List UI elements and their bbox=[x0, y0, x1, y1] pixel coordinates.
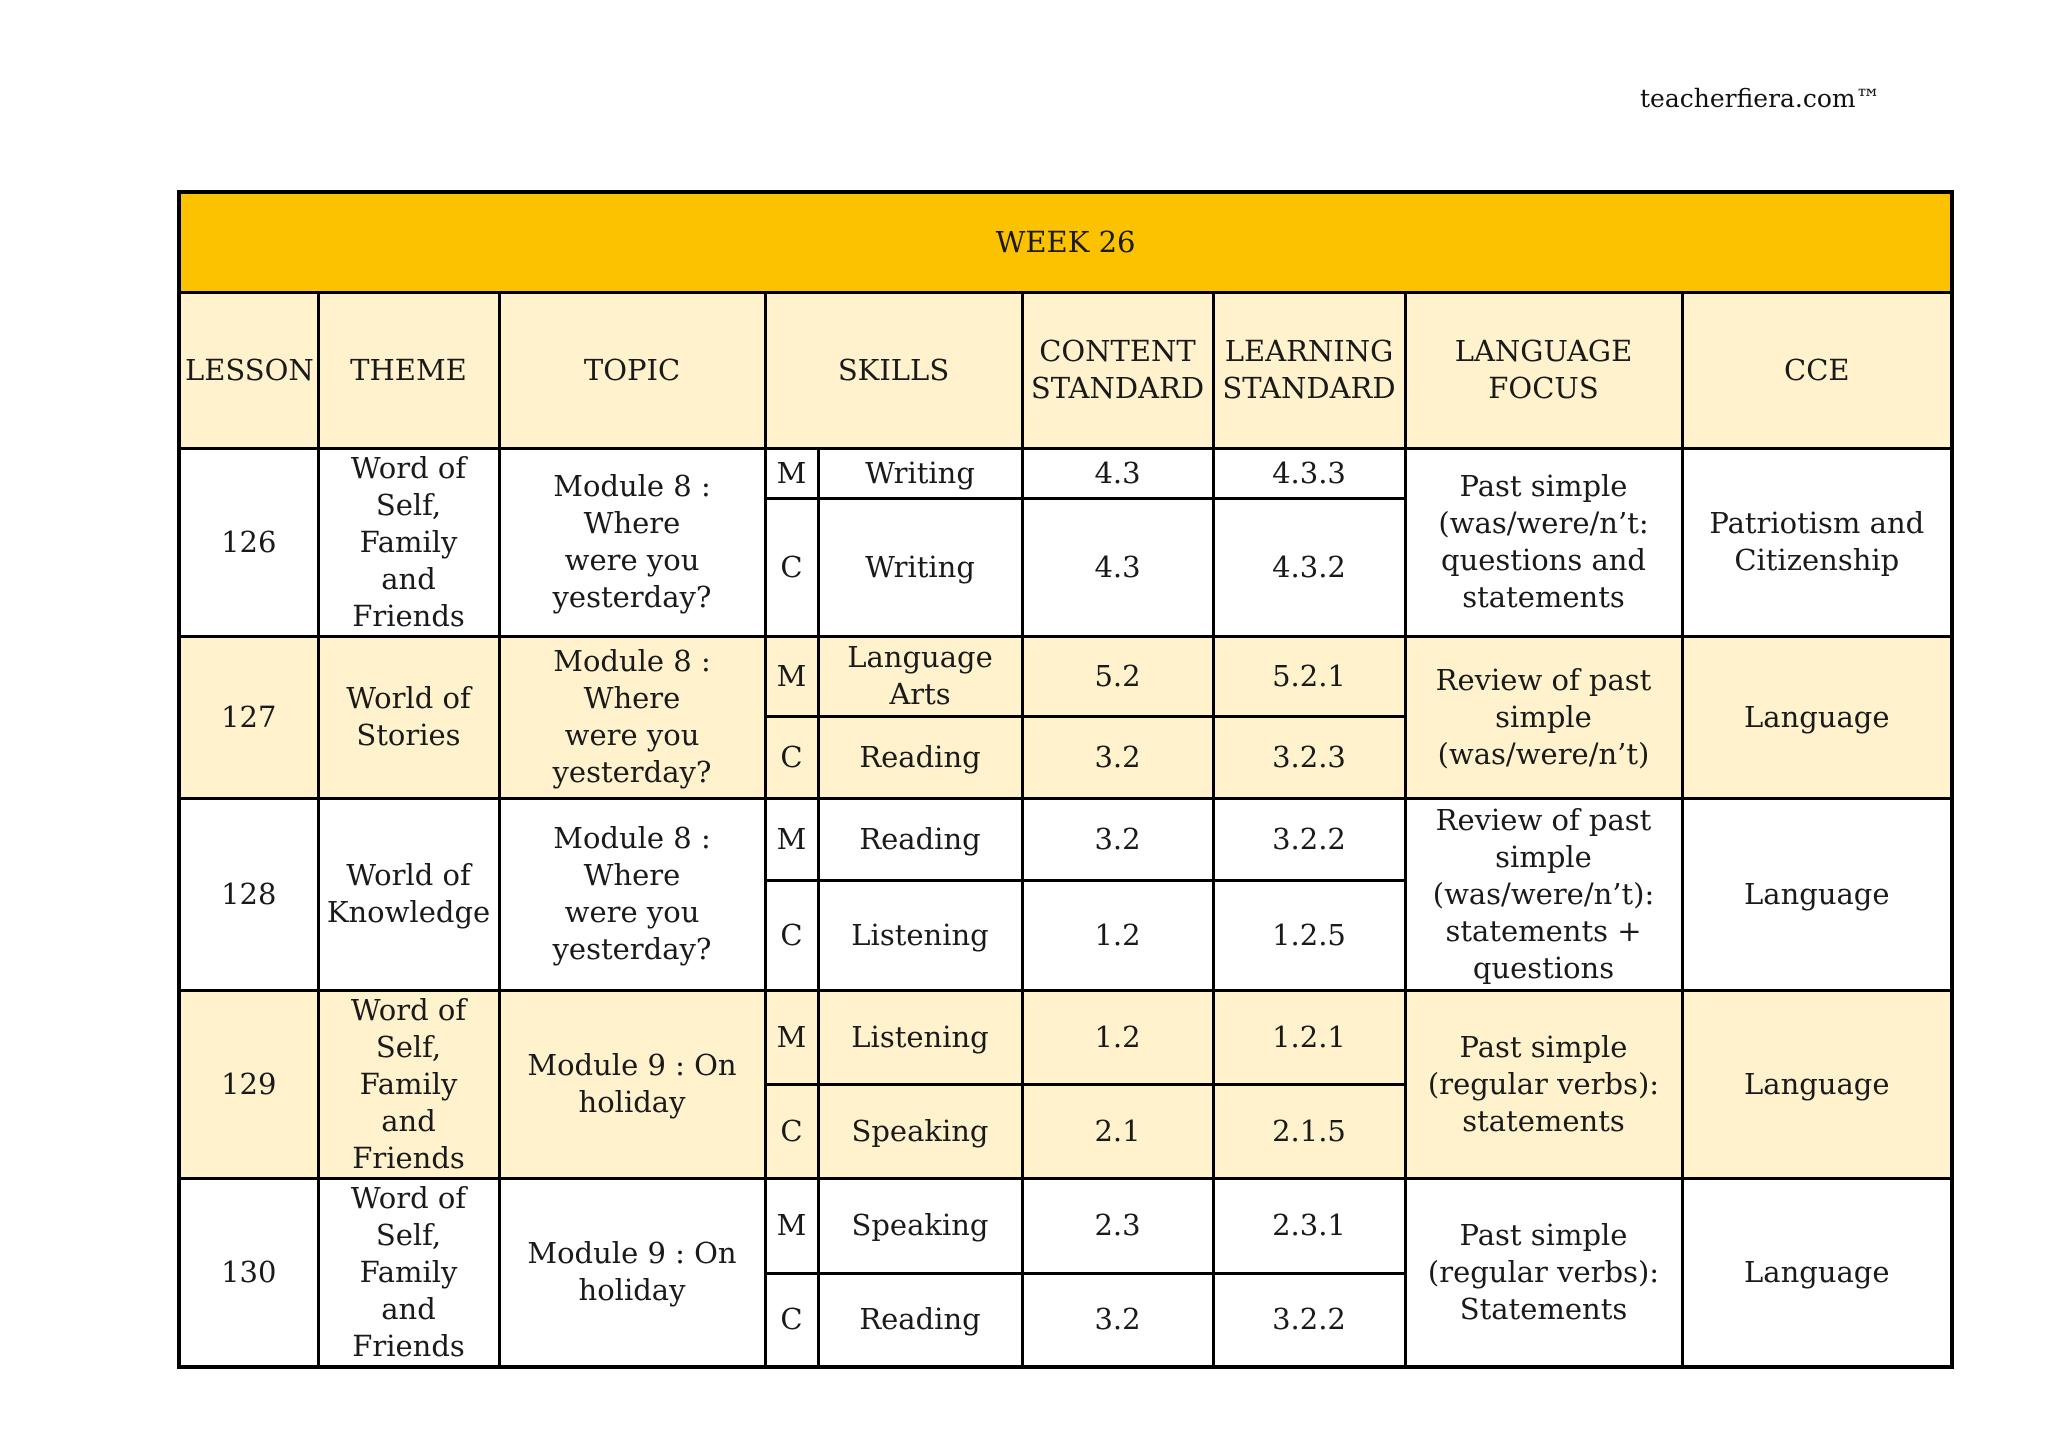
content-standard-cell: 1.2 bbox=[1022, 880, 1213, 990]
skill-line: Reading bbox=[859, 821, 981, 856]
focus-line: (regular verbs): bbox=[1427, 1254, 1660, 1289]
skill-cell bbox=[818, 990, 1022, 1084]
theme-cell bbox=[318, 1178, 499, 1367]
cce-cell bbox=[1682, 990, 1952, 1178]
topic-cell bbox=[499, 1178, 765, 1367]
content-standard-cell: 4.3 bbox=[1022, 499, 1213, 636]
header-learning-standard-line: STANDARD bbox=[1222, 371, 1396, 405]
language-focus-cell bbox=[1405, 1178, 1682, 1367]
header-topic: TOPIC bbox=[499, 292, 765, 448]
header-cce: CCE bbox=[1682, 292, 1952, 448]
learning-standard-cell: 2.1.5 bbox=[1213, 1084, 1405, 1178]
skill-line: Language bbox=[847, 640, 993, 674]
skill-line: Reading bbox=[859, 1302, 981, 1337]
theme-line: World of bbox=[346, 858, 471, 892]
content-standard-cell: 2.3 bbox=[1022, 1178, 1213, 1273]
learning-standard-cell: 3.2.2 bbox=[1213, 798, 1405, 880]
theme-line: Word of bbox=[350, 992, 467, 1027]
skill-type: M bbox=[765, 798, 818, 880]
table-row bbox=[179, 636, 1952, 716]
skill-type: C bbox=[765, 499, 818, 636]
topic-line: Module 8 : Where bbox=[553, 821, 711, 892]
topic-line: holiday bbox=[578, 1085, 686, 1119]
topic-cell bbox=[499, 636, 765, 798]
focus-line: (was/were/n’t) bbox=[1437, 736, 1650, 771]
focus-line: statements bbox=[1462, 580, 1625, 614]
content-standard-cell: 5.2 bbox=[1022, 636, 1213, 716]
header-theme: THEME bbox=[318, 292, 499, 448]
skill-line: Writing bbox=[865, 455, 975, 490]
topic-line: Module 8 : Where bbox=[553, 469, 711, 540]
focus-line: statements + bbox=[1445, 913, 1642, 948]
cce-line: Language bbox=[1744, 699, 1890, 734]
cce-line: Language bbox=[1744, 1066, 1890, 1101]
theme-line: Self, Family bbox=[359, 487, 458, 559]
language-focus-cell bbox=[1405, 636, 1682, 798]
cce-line: Language bbox=[1744, 876, 1890, 911]
topic-line: yesterday? bbox=[552, 580, 712, 614]
theme-line: and bbox=[381, 1103, 436, 1138]
cce-line: Language bbox=[1744, 1254, 1890, 1289]
topic-line: yesterday? bbox=[552, 755, 712, 789]
focus-line: Review of past bbox=[1435, 662, 1652, 697]
header-skills: SKILLS bbox=[765, 292, 1022, 448]
topic-cell bbox=[499, 448, 765, 636]
cce-cell bbox=[1682, 448, 1952, 636]
language-focus-cell bbox=[1405, 798, 1682, 990]
theme-line: Knowledge bbox=[326, 895, 491, 929]
focus-line: Statements bbox=[1459, 1291, 1628, 1326]
learning-standard-cell: 4.3.2 bbox=[1213, 499, 1405, 636]
theme-line: and bbox=[381, 561, 436, 596]
theme-line: Friends bbox=[352, 1140, 465, 1175]
focus-line: Past simple bbox=[1459, 1217, 1628, 1252]
cce-cell bbox=[1682, 636, 1952, 798]
lesson-number: 128 bbox=[179, 798, 318, 990]
table-row bbox=[179, 1178, 1952, 1273]
theme-line: Self, Family bbox=[359, 1029, 458, 1101]
content-standard-cell: 3.2 bbox=[1022, 1273, 1213, 1366]
theme-line: Word of bbox=[350, 450, 467, 485]
theme-cell bbox=[318, 990, 499, 1178]
learning-standard-cell: 1.2.5 bbox=[1213, 880, 1405, 990]
theme-line: Friends bbox=[352, 598, 465, 633]
lesson-number: 126 bbox=[179, 448, 318, 636]
theme-line: Self, Family bbox=[359, 1217, 458, 1289]
learning-standard-cell: 2.3.1 bbox=[1213, 1178, 1405, 1273]
skill-cell bbox=[818, 1178, 1022, 1273]
skill-type: C bbox=[765, 880, 818, 990]
skill-cell bbox=[818, 499, 1022, 636]
content-standard-cell: 4.3 bbox=[1022, 448, 1213, 499]
topic-line: yesterday? bbox=[552, 932, 712, 966]
theme-cell bbox=[318, 798, 499, 990]
topic-cell bbox=[499, 990, 765, 1178]
theme-line: Word of bbox=[350, 1180, 467, 1215]
focus-line: Past simple bbox=[1459, 1029, 1628, 1064]
skill-cell bbox=[818, 636, 1022, 716]
topic-line: were you bbox=[564, 718, 700, 752]
skill-type: M bbox=[765, 448, 818, 499]
learning-standard-cell: 3.2.3 bbox=[1213, 716, 1405, 798]
learning-standard-cell: 4.3.3 bbox=[1213, 448, 1405, 499]
header-content-standard bbox=[1022, 292, 1213, 448]
skill-type: C bbox=[765, 1084, 818, 1178]
cce-line: Patriotism and bbox=[1709, 506, 1925, 540]
header-lesson: LESSON bbox=[179, 292, 318, 448]
header-language-focus bbox=[1405, 292, 1682, 448]
header-learning-standard-line: LEARNING bbox=[1224, 334, 1394, 368]
skill-type: M bbox=[765, 1178, 818, 1273]
skill-type: M bbox=[765, 990, 818, 1084]
skill-type: C bbox=[765, 1273, 818, 1366]
lesson-number: 127 bbox=[179, 636, 318, 798]
topic-line: were you bbox=[564, 895, 700, 929]
content-standard-cell: 1.2 bbox=[1022, 990, 1213, 1084]
skill-cell bbox=[818, 880, 1022, 990]
theme-line: World of bbox=[346, 681, 471, 715]
content-standard-cell: 3.2 bbox=[1022, 716, 1213, 798]
skill-cell bbox=[818, 1084, 1022, 1178]
language-focus-cell bbox=[1405, 990, 1682, 1178]
topic-cell bbox=[499, 798, 765, 990]
theme-cell bbox=[318, 448, 499, 636]
theme-line: Friends bbox=[352, 1328, 465, 1363]
skill-line: Writing bbox=[865, 549, 975, 584]
content-standard-cell: 3.2 bbox=[1022, 798, 1213, 880]
focus-line: questions bbox=[1472, 950, 1615, 985]
skill-type: C bbox=[765, 716, 818, 798]
skill-line: Listening bbox=[851, 1019, 989, 1054]
topic-line: were you bbox=[564, 543, 700, 577]
cce-cell bbox=[1682, 798, 1952, 990]
table-row bbox=[179, 798, 1952, 880]
learning-standard-cell: 1.2.1 bbox=[1213, 990, 1405, 1084]
focus-line: (was/were/n’t): bbox=[1432, 876, 1655, 911]
skill-line: Arts bbox=[889, 677, 951, 711]
lesson-number: 129 bbox=[179, 990, 318, 1178]
focus-line: Review of past bbox=[1435, 802, 1652, 837]
focus-line: (regular verbs): bbox=[1427, 1066, 1660, 1101]
topic-line: holiday bbox=[578, 1273, 686, 1307]
skill-line: Listening bbox=[851, 917, 989, 952]
skill-line: Speaking bbox=[851, 1208, 989, 1243]
language-focus-cell bbox=[1405, 448, 1682, 636]
skill-line: Speaking bbox=[851, 1113, 989, 1148]
focus-line: statements bbox=[1462, 1103, 1625, 1138]
content-standard-cell: 2.1 bbox=[1022, 1084, 1213, 1178]
focus-line: simple bbox=[1495, 839, 1592, 874]
focus-line: questions and bbox=[1441, 543, 1646, 577]
focus-line: Past simple bbox=[1459, 469, 1628, 503]
learning-standard-cell: 5.2.1 bbox=[1213, 636, 1405, 716]
table-row bbox=[179, 990, 1952, 1084]
focus-line: (was/were/n’t: bbox=[1438, 506, 1649, 540]
header-content-standard-line: STANDARD bbox=[1030, 371, 1205, 405]
learning-standard-cell: 3.2.2 bbox=[1213, 1273, 1405, 1366]
lesson-number: 130 bbox=[179, 1178, 318, 1367]
skill-cell bbox=[818, 798, 1022, 880]
topic-line: Module 9 : On bbox=[527, 1236, 737, 1270]
week-title: WEEK 26 bbox=[179, 192, 1952, 292]
lesson-plan-table bbox=[177, 190, 1954, 1369]
theme-line: and bbox=[381, 1291, 436, 1326]
skill-cell bbox=[818, 448, 1022, 499]
header-language-focus-line: LANGUAGE bbox=[1454, 334, 1633, 368]
focus-line: simple bbox=[1495, 699, 1592, 734]
theme-cell bbox=[318, 636, 499, 798]
skill-line: Reading bbox=[859, 739, 981, 774]
theme-line: Stories bbox=[356, 718, 461, 752]
cce-line: Citizenship bbox=[1734, 543, 1900, 577]
header-learning-standard bbox=[1213, 292, 1405, 448]
header-content-standard-line: CONTENT bbox=[1039, 334, 1196, 368]
cce-cell bbox=[1682, 1178, 1952, 1367]
topic-line: Module 9 : On bbox=[527, 1048, 737, 1082]
skill-cell bbox=[818, 716, 1022, 798]
skill-cell bbox=[818, 1273, 1022, 1366]
brand-text: teacherfiera.com™ bbox=[1640, 84, 1881, 113]
header-language-focus-line: FOCUS bbox=[1488, 371, 1599, 405]
topic-line: Module 8 : Where bbox=[553, 644, 711, 715]
table-row bbox=[179, 448, 1952, 499]
skill-type: M bbox=[765, 636, 818, 716]
